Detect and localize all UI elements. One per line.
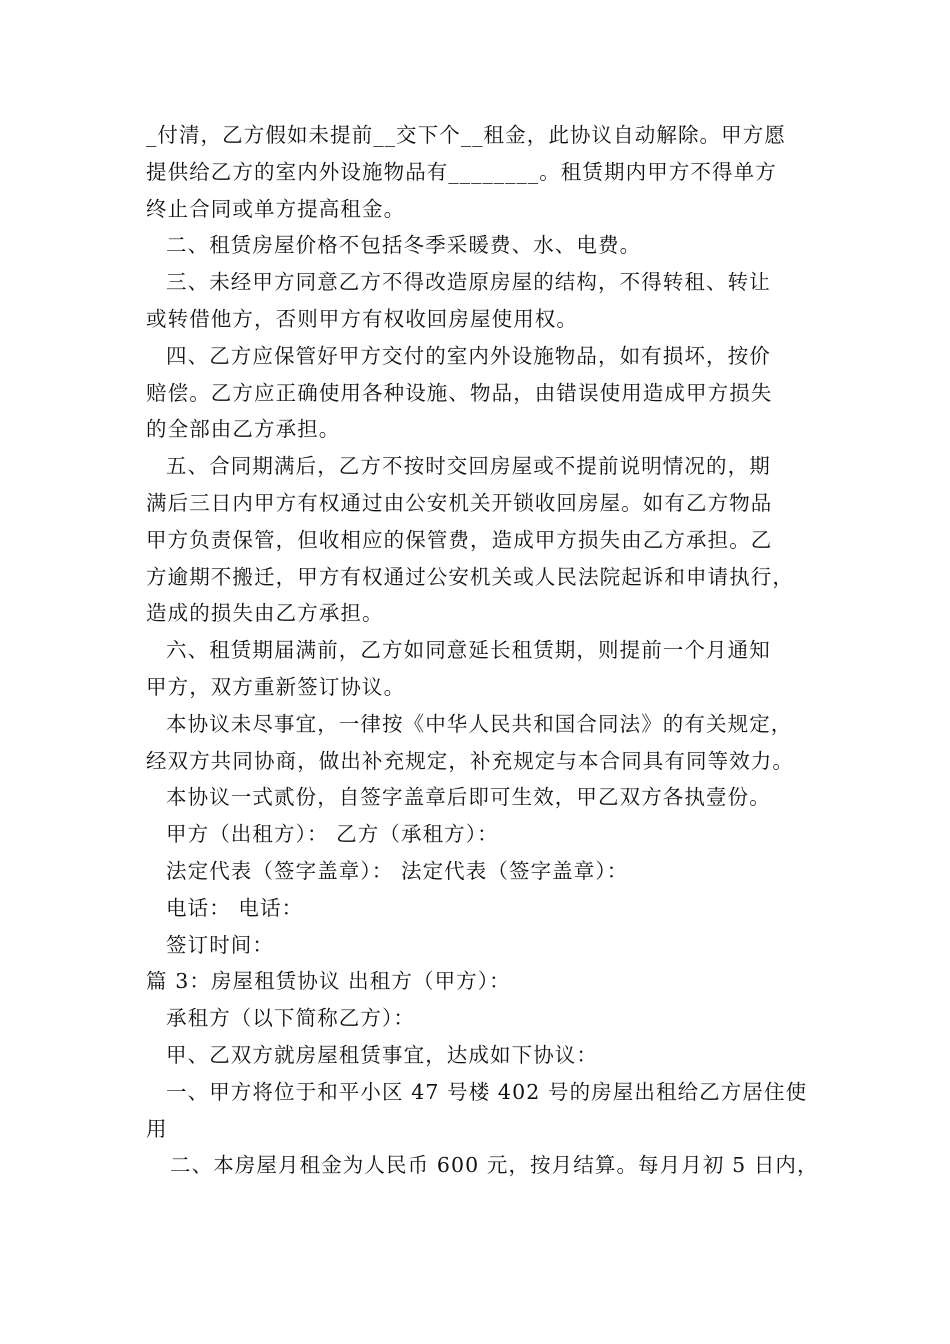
text-line: 篇 3：房屋租赁协议 出租方（甲方）： [146,969,511,994]
text-line: 赔偿。乙方应正确使用各种设施、物品，由错误使用造成甲方损失 [146,380,773,405]
text-line: _付清，乙方假如未提前__交下个__租金，此协议自动解除。甲方愿 [146,123,786,147]
text-line: 方逾期不搬迁，甲方有权通过公安机关或人民法院起诉和申请执行， [146,564,794,589]
text-line: 五、合同期满后，乙方不按时交回房屋或不提前说明情况的，期 [166,454,771,479]
document-body [146,117,836,1184]
text-line: 用 [146,1116,168,1141]
text-line: 造成的损失由乙方承担。 [146,601,384,626]
text-line: 六、租赁期届满前，乙方如同意延长租赁期，则提前一个月通知 [166,638,771,663]
text-line: 的全部由乙方承担。 [146,417,341,442]
text-line: 甲方（出租方）： 乙方（承租方）： [166,822,499,847]
text-line: 一、甲方将位于和平小区 47 号楼 402 号的房屋出租给乙方居住使 [166,1079,808,1104]
text-line: 甲、乙双方就房屋租赁事宜，达成如下协议： [166,1042,598,1067]
text-line: 四、乙方应保管好甲方交付的室内外设施物品，如有损坏，按价 [166,343,771,368]
text-line: 签订时间： [166,932,274,957]
text-line: 电话： 电话： [166,895,304,920]
text-line: 或转借他方，否则甲方有权收回房屋使用权。 [146,306,578,331]
text-line: 三、未经甲方同意乙方不得改造原房屋的结构，不得转租、转让 [166,270,771,295]
text-line: 终止合同或单方提高租金。 [146,196,406,221]
text-line: 承租方（以下简称乙方）： [166,1006,415,1031]
text-line: 经双方共同协商，做出补充规定，补充规定与本合同具有同等效力。 [146,748,794,773]
text-line: 二、租赁房屋价格不包括冬季采暖费、水、电费。 [166,233,642,258]
text-line: 提供给乙方的室内外设施物品有________。租赁期内甲方不得单方 [146,159,777,184]
text-line: 法定代表（签字盖章）： 法定代表（签字盖章）： [166,858,629,883]
text-line: 本协议未尽事宜，一律按《中华人民共和国合同法》的有关规定， [166,711,793,736]
text-line: 本协议一式贰份，自签字盖章后即可生效，甲乙双方各执壹份。 [166,785,771,810]
text-line: 满后三日内甲方有权通过由公安机关开锁收回房屋。如有乙方物品 [146,490,773,515]
text-line: 二、本房屋月租金为人民币 600 元，按月结算。每月月初 5 日内， [170,1153,819,1178]
text-line: 甲方负责保管，但收相应的保管费，造成甲方损失由乙方承担。乙 [146,527,773,552]
text-line: 甲方，双方重新签订协议。 [146,674,406,699]
